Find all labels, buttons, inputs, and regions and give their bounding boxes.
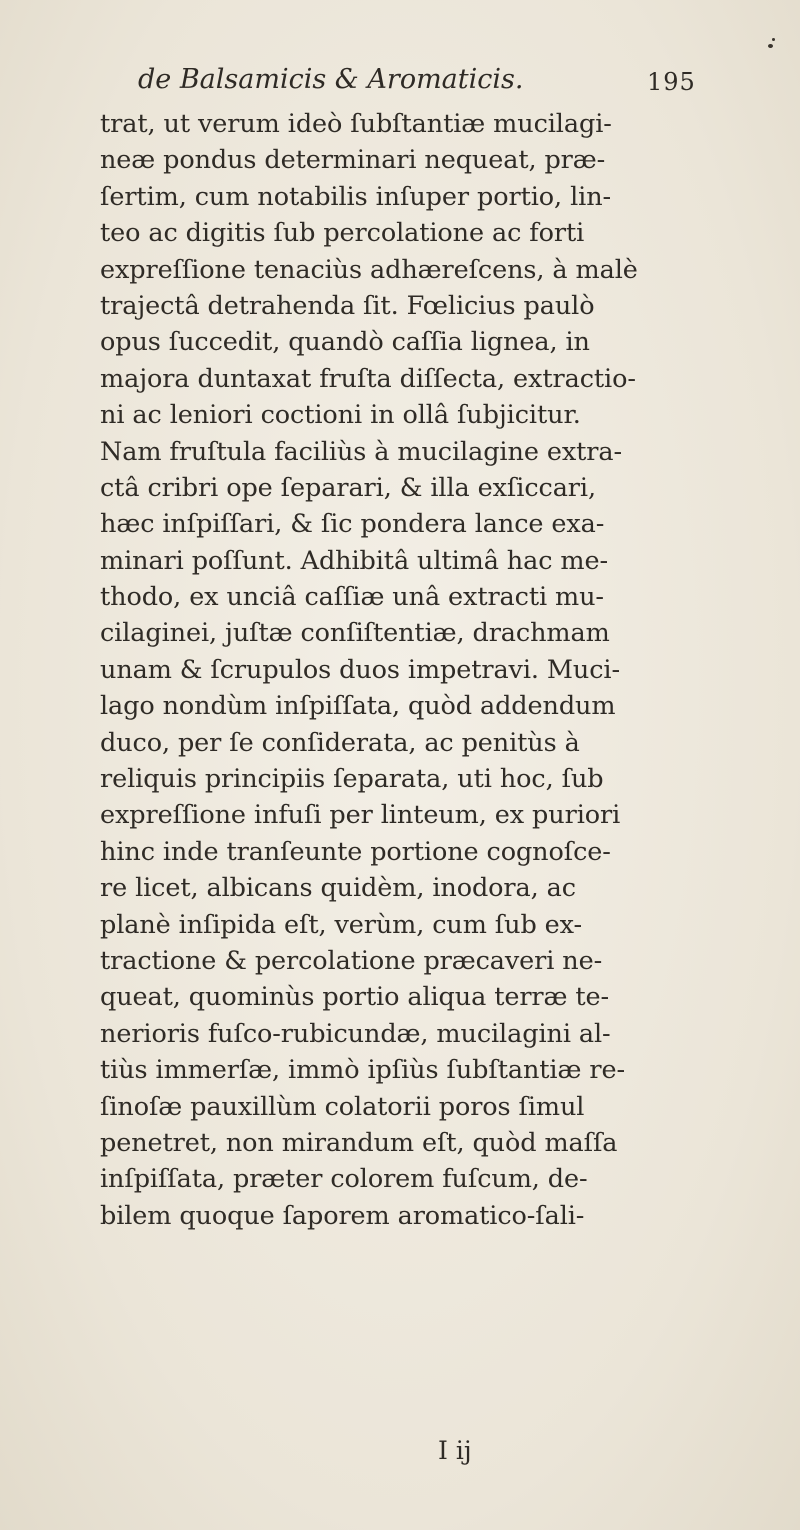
- text-line: planè inſipida eſt, verùm, cum ſub ex-: [100, 909, 582, 940]
- text-line: reliquis principiis ſeparata, uti hoc, ſub: [100, 764, 604, 795]
- text-line: re licet, albicans quidèm, inodora, ac: [100, 873, 576, 904]
- text-line: duco, per ſe conſiderata, ac penitùs à: [100, 727, 580, 758]
- text-line: Nam fruſtula faciliùs à mucilagine extra-: [100, 436, 622, 467]
- text-line: ni ac leniori coctioni in ollâ ſubjicitur.: [100, 400, 581, 431]
- text-line: ſertim, cum notabilis inſuper portio, lin-: [100, 181, 612, 212]
- text-line: inſpiſſata, præter colorem fuſcum, de-: [100, 1164, 588, 1195]
- page-header: [100, 62, 800, 112]
- text-line: unam & ſcrupulos duos impetravi. Muci-: [100, 654, 620, 685]
- text-line: thodo, ex unciâ caſſiæ unâ extracti mu-: [100, 582, 604, 613]
- body-text: [100, 106, 760, 1234]
- text-line: minari poſſunt. Adhibitâ ultimâ hac me-: [100, 545, 608, 576]
- text-line: trat, ut verum ideò ſubſtantiæ mucilagi-: [100, 109, 612, 139]
- text-line: expreſſione tenaciùs adhæreſcens, à malè: [100, 254, 638, 285]
- text-line: opus ſuccedit, quandò caſſia lignea, in: [100, 327, 590, 358]
- text-line: hæc inſpiſſari, & ſic pondera lance exa-: [100, 509, 605, 540]
- page-number: 195: [647, 68, 696, 96]
- text-line: expreſſione infuſi per linteum, ex puriori: [100, 800, 621, 831]
- text-line: neæ pondus determinari nequeat, præ-: [100, 145, 606, 176]
- signature-mark: I ij: [438, 1436, 472, 1465]
- ink-speck: [772, 38, 775, 41]
- text-line: tractione & percolatione præcaveri ne-: [100, 945, 603, 976]
- text-line: majora duntaxat fruſta diſſecta, extractio-: [100, 363, 636, 394]
- text-line: trajectâ detrahenda ſit. Fœlicius paulò: [100, 290, 595, 321]
- text-line: queat, quominùs portio aliqua terræ te-: [100, 982, 610, 1013]
- ink-speck: [768, 44, 773, 48]
- text-line: nerioris fuſco-rubicundæ, mucilagini al-: [100, 1018, 611, 1049]
- text-line: cilaginei, juſtæ conſiſtentiæ, drachmam: [100, 618, 610, 649]
- text-line: ſinoſæ pauxillùm colatorii poros ſimul: [100, 1091, 585, 1122]
- text-line: ctâ cribri ope ſeparari, & illa exſiccari,: [100, 472, 596, 503]
- text-line: lago nondùm inſpiſſata, quòd addendum: [100, 691, 616, 722]
- text-line: bilem quoque ſaporem aromatico-ſali-: [100, 1200, 585, 1231]
- text-line: tiùs immerſæ, immò ipſiùs ſubſtantiæ re-: [100, 1055, 625, 1086]
- text-line: penetret, non mirandum eſt, quòd maſſa: [100, 1127, 618, 1158]
- text-line: hinc inde tranſeunte portione cognoſce-: [100, 836, 611, 867]
- running-title: de Balsamicis & Aromaticis.: [138, 64, 524, 95]
- text-line: teo ac digitis ſub percolatione ac forti: [100, 218, 585, 249]
